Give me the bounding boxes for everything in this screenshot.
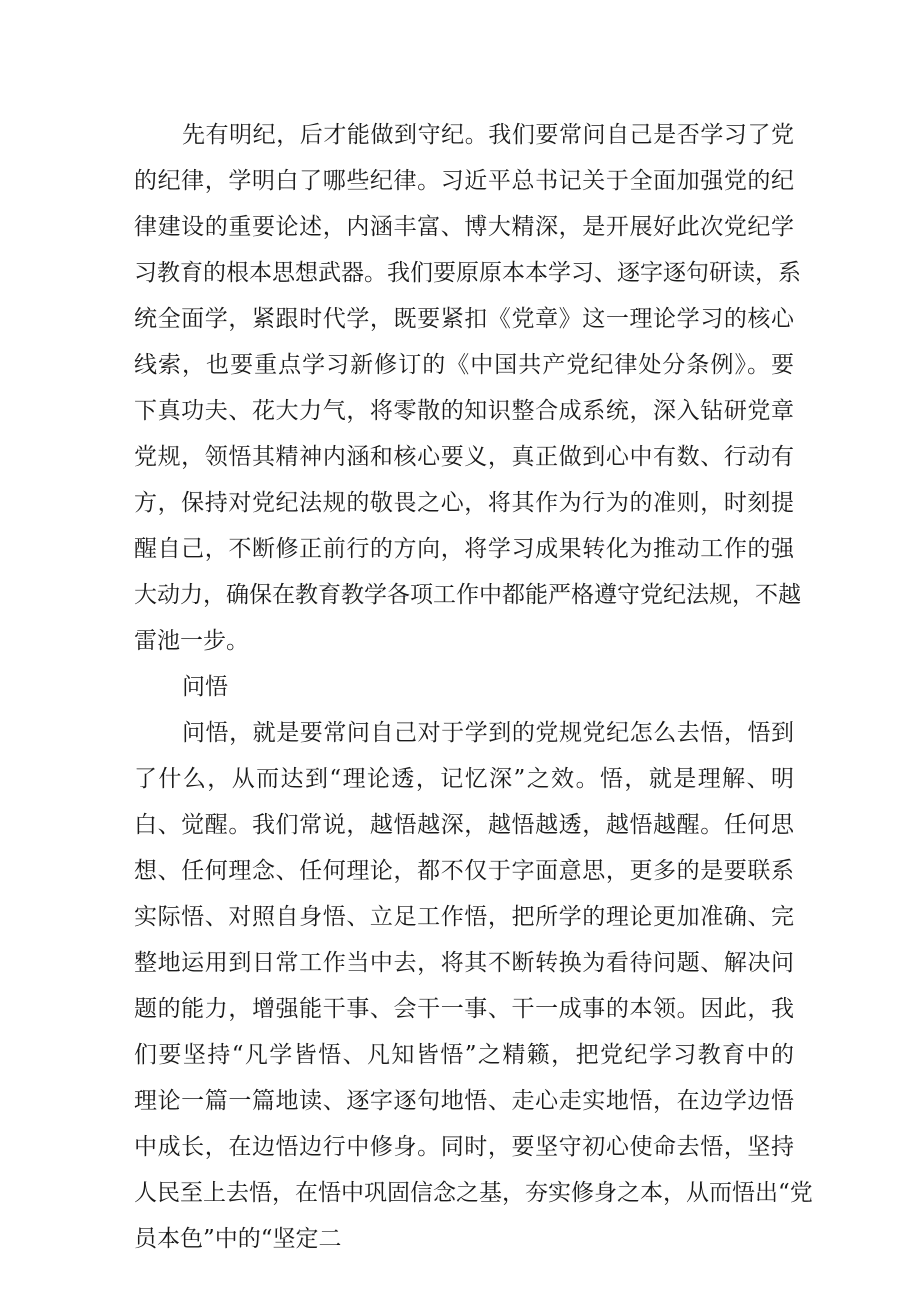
- text-line: 线索，也要重点学习新修订的《中国共产党纪律处分条例》。要: [134, 352, 794, 378]
- text-line: 想、任何理念、任何理论，都不仅于字面意思，更多的是要联系: [134, 858, 794, 884]
- text-line: 下真功夫、花大力气，将零散的知识整合成系统，深入钻研党章: [134, 398, 794, 424]
- text-line: 员本色”中的“坚定二: [134, 1226, 342, 1252]
- text-line: 方，保持对党纪法规的敬畏之心，将其作为行为的准则，时刻提: [134, 490, 794, 516]
- text-line: 的纪律，学明白了哪些纪律。习近平总书记关于全面加强党的纪: [134, 168, 794, 194]
- text-line: 实际悟、对照自身悟、立足工作悟，把所学的理论更加准确、完: [134, 904, 794, 930]
- text-line: 习教育的根本思想武器。我们要原原本本学习、逐字逐句研读，系: [134, 260, 801, 286]
- paragraph-wen-wu: [134, 710, 813, 1262]
- text-line: 题的能力，增强能干事、会干一事、干一成事的本领。因此，我: [134, 996, 794, 1022]
- text-line: 大动力，确保在教育教学各项工作中都能严格遵守党纪法规，不越: [134, 582, 801, 608]
- text-line: 先有明纪，后才能做到守纪。我们要常问自己是否学习了党: [182, 122, 794, 148]
- text-line: 理论一篇一篇地读、逐字逐句地悟、走心走实地悟，在边学边悟: [134, 1088, 794, 1114]
- text-line: 中成长，在边悟边行中修身。同时，要坚守初心使命去悟，坚持: [134, 1134, 794, 1160]
- text-line: 了什么，从而达到“理论透，记忆深”之效。悟，就是理解、明: [134, 766, 794, 792]
- text-line: 醒自己，不断修正前行的方向，将学习成果转化为推动工作的强: [134, 536, 794, 562]
- section-heading: 问悟: [182, 674, 228, 700]
- text-line: 整地运用到日常工作当中去，将其不断转换为看待问题、解决问: [134, 950, 794, 976]
- text-line: 们要坚持“凡学皆悟、凡知皆悟”之精籁，把党纪学习教育中的: [134, 1042, 794, 1068]
- text-line: 党规，领悟其精神内涵和核心要义，真正做到心中有数、行动有: [134, 444, 794, 470]
- text-line: 白、觉醒。我们常说，越悟越深，越悟越透，越悟越醒。任何思: [134, 812, 794, 838]
- text-line: 问悟，就是要常问自己对于学到的党规党纪怎么去悟，悟到: [182, 720, 794, 746]
- document-body: [134, 112, 813, 1262]
- text-line: 雷池一步。: [134, 628, 249, 654]
- text-line: 律建设的重要论述，内涵丰富、博大精深，是开展好此次党纪学: [134, 214, 794, 240]
- text-line: 人民至上去悟，在悟中巩固信念之基，夯实修身之本，从而悟出“党: [134, 1180, 813, 1206]
- text-line: 统全面学，紧跟时代学，既要紧扣《党章》这一理论学习的核心: [134, 306, 794, 332]
- paragraph-discipline-study: [134, 112, 801, 664]
